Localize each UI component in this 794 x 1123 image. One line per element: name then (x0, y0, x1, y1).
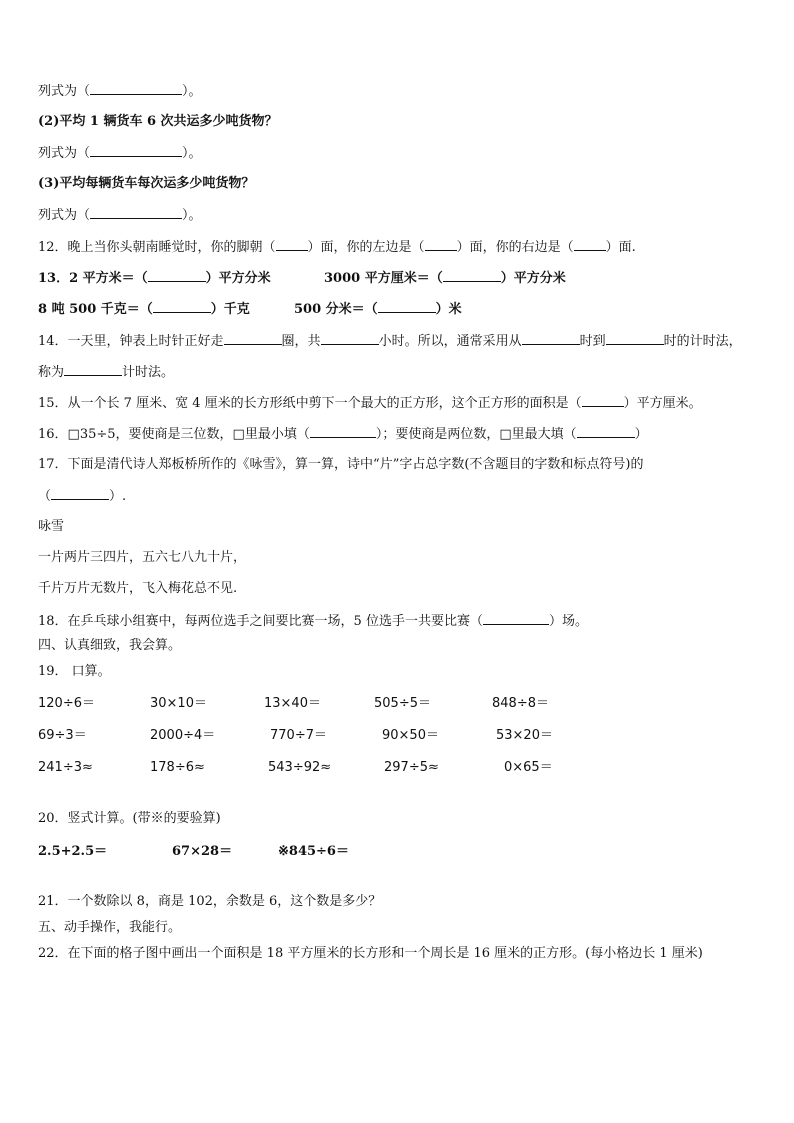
vertical-calc-item: 2.5+2.5＝ (38, 844, 108, 859)
mental-math-item: 543÷92≈ (268, 760, 332, 775)
section-4-heading: 四、认真细致，我会算。 (38, 638, 182, 653)
question-text: 18．在乒乓球小组赛中，每两位选手之间要比赛一场，5 位选手一共要比赛（ (38, 614, 483, 629)
formula-suffix: ）。 (182, 146, 202, 161)
answer-blank[interactable] (276, 238, 308, 251)
formula-line-3 (38, 206, 774, 225)
question-text: 14．一天里，钟表上时针正好走 (38, 334, 224, 349)
question-text: （ (38, 489, 52, 504)
question-15 (38, 394, 774, 413)
mental-math-item: 0×65＝ (504, 760, 553, 775)
question-text: 12．晚上当你头朝南睡觉时，你的脚朝（ (38, 240, 276, 255)
answer-blank[interactable] (425, 238, 457, 251)
question-13-line-1 (38, 269, 774, 288)
question-text: ）平方分米 (205, 271, 271, 286)
mental-math-item: 30×10＝ (150, 696, 207, 711)
answer-blank[interactable] (224, 332, 282, 345)
question-18 (38, 612, 774, 631)
mental-math-item: 69÷3＝ (38, 728, 87, 743)
question-13-part-d (294, 300, 462, 319)
question-text: 15．从一个长 7 厘米、宽 4 厘米的长方形纸中剪下一个最大的正方形，这个正方形的面积是（ (38, 396, 582, 411)
answer-blank[interactable] (574, 238, 606, 251)
answer-blank[interactable] (90, 82, 182, 95)
mental-math-item: 505÷5＝ (374, 696, 431, 711)
question-16 (38, 425, 774, 444)
question-text: ）；要使商是两位数，□里最大填（ (375, 427, 577, 442)
question-11-sub-3: (3)平均每辆货车每次运多少吨货物？ (38, 176, 255, 191)
answer-blank[interactable] (310, 425, 376, 438)
question-text: ）平方厘米。 (623, 396, 702, 411)
question-text: 500 分米＝（ (294, 302, 378, 317)
question-17-line-2 (38, 487, 774, 506)
mental-math-item: 13×40＝ (264, 696, 321, 711)
answer-blank[interactable] (522, 332, 580, 345)
mental-math-item: 770÷7＝ (270, 728, 327, 743)
question-text: 13．2 平方米＝（ (38, 271, 148, 286)
formula-prefix: 列式为（ (38, 208, 91, 223)
formula-line-2 (38, 144, 774, 163)
vertical-calc-item: 67×28＝ (172, 844, 233, 859)
mental-math-item: 120÷6＝ (38, 696, 95, 711)
question-12 (38, 238, 774, 257)
answer-blank[interactable] (90, 144, 182, 157)
question-11-sub-2: (2)平均 1 辆货车 6 次共运多少吨货物？ (38, 114, 278, 129)
question-text: 小时。所以，通常采用从 (378, 334, 522, 349)
answer-blank[interactable] (582, 394, 624, 407)
answer-blank[interactable] (148, 269, 206, 282)
poem-line-2: 千片万片无数片，飞入梅花总不见. (38, 581, 238, 596)
mental-math-item: 178÷6≈ (150, 760, 205, 775)
formula-suffix: ）。 (182, 84, 202, 99)
question-text: ）面，你的左边是（ (307, 240, 425, 255)
question-14-line-2 (38, 363, 774, 382)
section-5-heading: 五、动手操作，我能行。 (38, 920, 182, 935)
mental-math-item: 297÷5≈ (384, 760, 439, 775)
formula-prefix: 列式为（ (38, 84, 91, 99)
answer-blank[interactable] (577, 425, 635, 438)
question-20-title: 20．竖式计算。(带※的要验算) (38, 811, 221, 826)
mental-math-item: 53×20＝ (496, 728, 553, 743)
answer-blank[interactable] (321, 332, 379, 345)
question-text: ）平方分米 (500, 271, 566, 286)
poem-line-1: 一片两片三四片，五六七八九十片， (38, 550, 247, 565)
question-21: 21．一个数除以 8，商是 102，余数是 6，这个数是多少？ (38, 894, 382, 909)
question-text: ）. (109, 489, 127, 504)
question-text: 3000 平方厘米＝（ (324, 271, 443, 286)
formula-suffix: ）。 (182, 208, 202, 223)
answer-blank[interactable] (90, 206, 182, 219)
question-19-title: 19． 口算。 (38, 664, 111, 679)
question-22: 22．在下面的格子图中画出一个面积是 18 平方厘米的长方形和一个周长是 16 厘米的正方形。(每小格边长 1 厘米) (38, 946, 703, 961)
question-text: 时的计时法， (663, 334, 742, 349)
question-text: ）场。 (548, 614, 588, 629)
answer-blank[interactable] (606, 332, 664, 345)
question-text: ）面，你的右边是（ (456, 240, 574, 255)
question-text: 圈，共 (281, 334, 321, 349)
vertical-calc-item: ※845÷6＝ (278, 844, 349, 859)
mental-math-item: 848÷8＝ (492, 696, 549, 711)
answer-blank[interactable] (483, 612, 549, 625)
formula-prefix: 列式为（ (38, 146, 91, 161)
answer-blank[interactable] (51, 487, 109, 500)
question-14-line-1 (38, 332, 774, 351)
question-text: 计时法。 (122, 365, 175, 380)
mental-math-item: 241÷3≈ (38, 760, 93, 775)
answer-blank[interactable] (153, 300, 211, 313)
question-text: ）米 (435, 302, 462, 317)
question-text: ）千克 (210, 302, 250, 317)
answer-blank[interactable] (378, 300, 436, 313)
mental-math-item: 2000÷4＝ (150, 728, 216, 743)
formula-line-1 (38, 82, 774, 101)
answer-blank[interactable] (443, 269, 501, 282)
mental-math-item: 90×50＝ (382, 728, 439, 743)
question-text: 称为 (38, 365, 65, 380)
question-text: 16．□35÷5，要使商是三位数，□里最小填（ (38, 427, 310, 442)
question-text: 时到 (579, 334, 606, 349)
question-text: 8 吨 500 千克＝（ (38, 302, 153, 317)
question-17-line-1: 17．下面是清代诗人郑板桥所作的《咏雪》，算一算，诗中“片”字占总字数(不含题目的字数和标点符号)的 (38, 457, 644, 472)
question-13-part-b (324, 269, 566, 288)
question-text: ） (634, 427, 648, 442)
question-text: ）面. (605, 240, 636, 255)
answer-blank[interactable] (64, 363, 122, 376)
question-13-line-2 (38, 300, 774, 319)
poem-title: 咏雪 (38, 519, 65, 534)
